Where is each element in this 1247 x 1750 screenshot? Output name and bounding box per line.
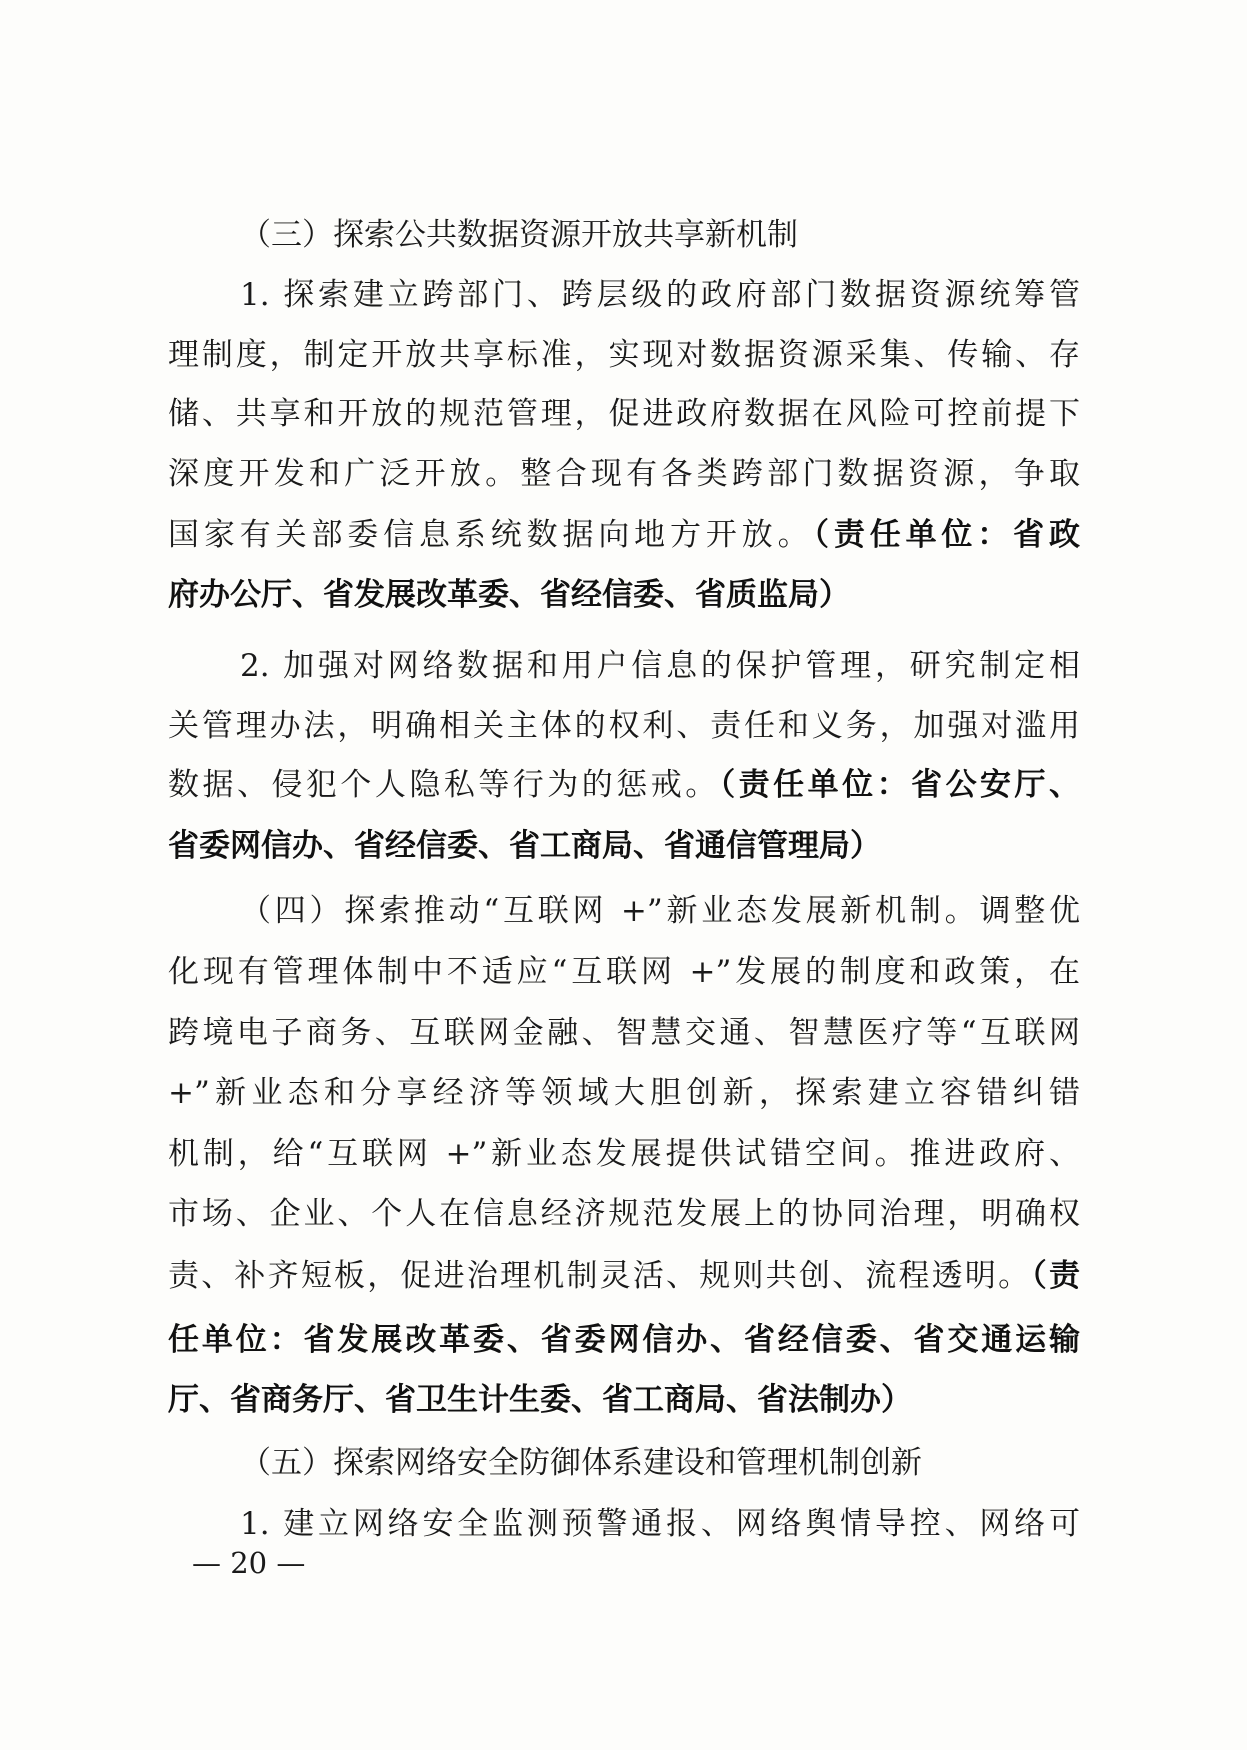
paragraph-line: 2. 加强对网络数据和用户信息的保护管理，研究制定相 xyxy=(240,648,1080,684)
paragraph-line xyxy=(168,1370,1080,1430)
paragraph-line: 数据、侵犯个人隐私等行为的惩戒。（责任单位：省公安厅、 xyxy=(168,767,1080,803)
paragraph-line: 深度开发和广泛开放。整合现有各类跨部门数据资源，争取 xyxy=(168,456,1080,492)
paragraph-line: 理制度，制定开放共享标准，实现对数据资源采集、传输、存 xyxy=(168,337,1080,373)
paragraph-line: 国家有关部委信息系统数据向地方开放。（责任单位：省政 xyxy=(168,517,1080,553)
paragraph-line: +”新业态和分享经济等领域大胆创新，探索建立容错纠错 xyxy=(168,1075,1080,1111)
responsible-units: 府办公厅、省发展改革委、省经信委、省质监局） xyxy=(168,577,850,613)
paragraph-line xyxy=(168,565,1080,625)
paragraph-line: 跨境电子商务、互联网金融、智慧交通、智慧医疗等“互联网 xyxy=(168,1015,1080,1051)
paragraph-line: 机制，给“互联网 +”新业态发展提供试错空间。推进政府、 xyxy=(168,1136,1080,1172)
paragraph-line: 市场、企业、个人在信息经济规范发展上的协同治理，明确权 xyxy=(168,1196,1080,1232)
responsible-units: （责任单位：省公安厅、 xyxy=(719,767,1080,803)
section-heading-4: （四）探索推动“互联网 +”新业态发展新机制。调整优 xyxy=(240,893,1080,929)
section-heading-3: （三）探索公共数据资源开放共享新机制 xyxy=(240,217,798,253)
paragraph-line xyxy=(168,1310,1080,1370)
paragraph-line: 储、共享和开放的规范管理，促进政府数据在风险可控前提下 xyxy=(168,396,1080,432)
paragraph-line: 1. 建立网络安全监测预警通报、网络舆情导控、网络可 xyxy=(240,1506,1080,1542)
responsible-units: 省委网信办、省经信委、省工商局、省通信管理局） xyxy=(168,828,881,864)
responsible-units: 厅、省商务厅、省卫生计生委、省工商局、省法制办） xyxy=(168,1382,912,1418)
section-heading-5: （五）探索网络安全防御体系建设和管理机制创新 xyxy=(240,1445,922,1481)
paragraph-line xyxy=(168,816,1080,876)
paragraph-line: 化现有管理体制中不适应“互联网 +”发展的制度和政策，在 xyxy=(168,954,1080,990)
paragraph-line: 关管理办法，明确相关主体的权利、责任和义务，加强对滥用 xyxy=(168,708,1080,744)
responsible-units: （责 xyxy=(1031,1258,1080,1294)
page-number: — 20 — xyxy=(192,1546,306,1580)
responsible-units: （责任单位：省政 xyxy=(813,517,1080,553)
paragraph-line: 责、补齐短板，促进治理机制灵活、规则共创、流程透明。（责 xyxy=(168,1258,1080,1294)
paragraph-line: 1. 探索建立跨部门、跨层级的政府部门数据资源统筹管 xyxy=(240,277,1080,313)
responsible-units: 任单位：省发展改革委、省委网信办、省经信委、省交通运输 xyxy=(168,1322,1080,1358)
